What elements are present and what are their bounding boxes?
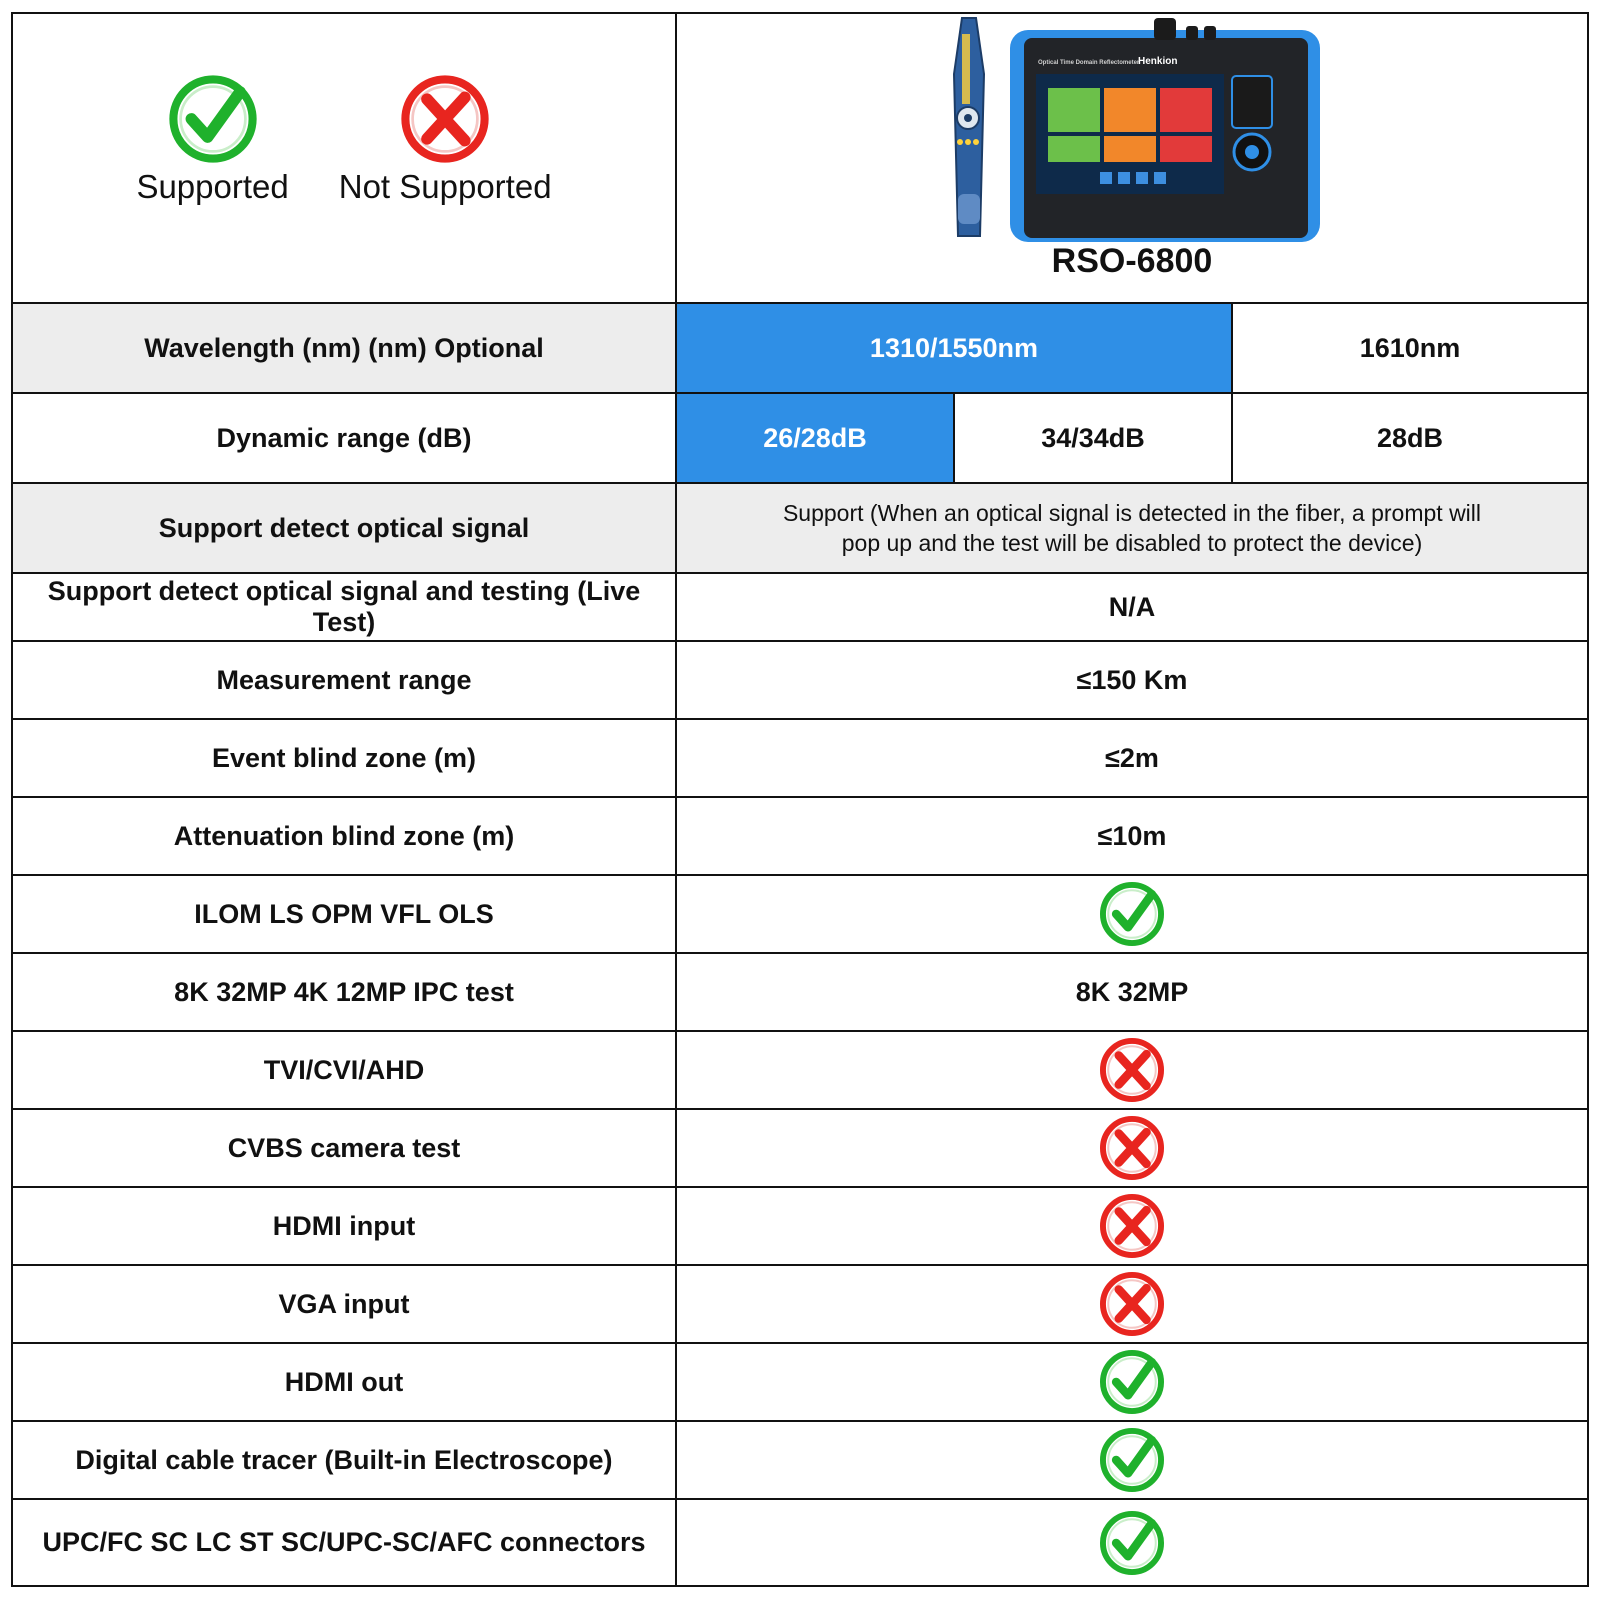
row-ilom — [13, 874, 1587, 952]
check-icon — [1099, 1427, 1165, 1493]
row-value — [677, 1422, 1587, 1498]
row-label: VGA input — [13, 1266, 677, 1342]
otdr-device-image — [932, 14, 1332, 246]
row-hdmi-input — [13, 1186, 1587, 1264]
row-value: ≤150 Km — [1076, 664, 1188, 695]
row-label: Support detect optical signal and testing (Live Test) — [13, 574, 677, 640]
row-label: CVBS camera test — [13, 1110, 677, 1186]
row-label: Dynamic range (dB) — [13, 394, 677, 482]
row-label: Wavelength (nm) (nm) Optional — [13, 304, 677, 392]
row-attenuation-blind-zone — [13, 796, 1587, 874]
cross-icon — [1099, 1115, 1165, 1181]
cable-tracer-probe-icon — [954, 18, 984, 236]
dynamic-range-a: 26/28dB — [677, 394, 955, 482]
detect-signal-note-line2: pop up and the test will be disabled to protect the device) — [841, 530, 1423, 556]
legend — [136, 14, 551, 206]
cross-icon — [400, 74, 490, 164]
row-value — [677, 876, 1587, 952]
product-image — [932, 14, 1332, 281]
detect-signal-note-line1: Support (When an optical signal is detected in the fiber, a prompt will — [782, 500, 1482, 526]
row-measurement-range — [13, 640, 1587, 718]
row-value — [677, 394, 1587, 482]
row-value: N/A — [1108, 591, 1156, 622]
device-brand: Henkion — [1138, 56, 1178, 67]
row-label: Event blind zone (m) — [13, 720, 677, 796]
row-label: HDMI out — [13, 1344, 677, 1420]
check-icon — [1099, 881, 1165, 947]
row-ipc-test — [13, 952, 1587, 1030]
row-dynamic-range — [13, 392, 1587, 482]
row-cable-tracer — [13, 1420, 1587, 1498]
cross-icon — [1099, 1271, 1165, 1337]
row-label: Digital cable tracer (Built-in Electroscope) — [13, 1422, 677, 1498]
row-value — [677, 484, 1587, 572]
header-row — [13, 14, 1587, 302]
row-hdmi-out — [13, 1342, 1587, 1420]
row-label: 8K 32MP 4K 12MP IPC test — [13, 954, 677, 1030]
row-value — [677, 1032, 1587, 1108]
legend-not-supported-label: Not Supported — [338, 168, 552, 205]
row-connectors — [13, 1498, 1587, 1585]
row-value — [677, 1266, 1587, 1342]
dynamic-range-b: 34/34dB — [955, 394, 1233, 482]
legend-cell — [13, 14, 677, 302]
row-cvbs — [13, 1108, 1587, 1186]
row-value — [677, 1188, 1587, 1264]
row-label: TVI/CVI/AHD — [13, 1032, 677, 1108]
row-value: 8K 32MP — [1075, 976, 1189, 1007]
row-value — [677, 1344, 1587, 1420]
row-vga-input — [13, 1264, 1587, 1342]
wavelength-1610: 1610nm — [1359, 332, 1461, 363]
wavelength-1310-1550: 1310/1550nm — [677, 304, 1233, 392]
cross-icon — [1099, 1193, 1165, 1259]
row-label: Support detect optical signal — [13, 484, 677, 572]
device-screen-title: Optical Time Domain Reflectometer — [1038, 60, 1140, 66]
row-value — [677, 1500, 1587, 1585]
comparison-table — [11, 12, 1589, 1587]
row-value: ≤2m — [1105, 742, 1159, 773]
check-icon — [1099, 1510, 1165, 1576]
row-label: UPC/FC SC LC ST SC/UPC-SC/AFC connectors — [13, 1500, 677, 1585]
check-icon — [1099, 1349, 1165, 1415]
product-cell — [677, 14, 1587, 302]
product-model: RSO-6800 — [1051, 242, 1213, 280]
legend-supported-label: Supported — [136, 168, 289, 205]
dynamic-range-c: 28dB — [1376, 422, 1444, 453]
row-label: ILOM LS OPM VFL OLS — [13, 876, 677, 952]
row-detect-signal — [13, 482, 1587, 572]
row-event-blind-zone — [13, 718, 1587, 796]
row-label: Measurement range — [13, 642, 677, 718]
legend-not-supported — [339, 74, 552, 206]
row-value — [677, 304, 1587, 392]
legend-supported — [136, 74, 288, 206]
row-value — [677, 1110, 1587, 1186]
row-live-test — [13, 572, 1587, 640]
row-tvi — [13, 1030, 1587, 1108]
cross-icon — [1099, 1037, 1165, 1103]
row-label: Attenuation blind zone (m) — [13, 798, 677, 874]
check-icon — [168, 74, 258, 164]
row-wavelength — [13, 302, 1587, 392]
row-value: ≤10m — [1097, 820, 1167, 851]
row-label: HDMI input — [13, 1188, 677, 1264]
